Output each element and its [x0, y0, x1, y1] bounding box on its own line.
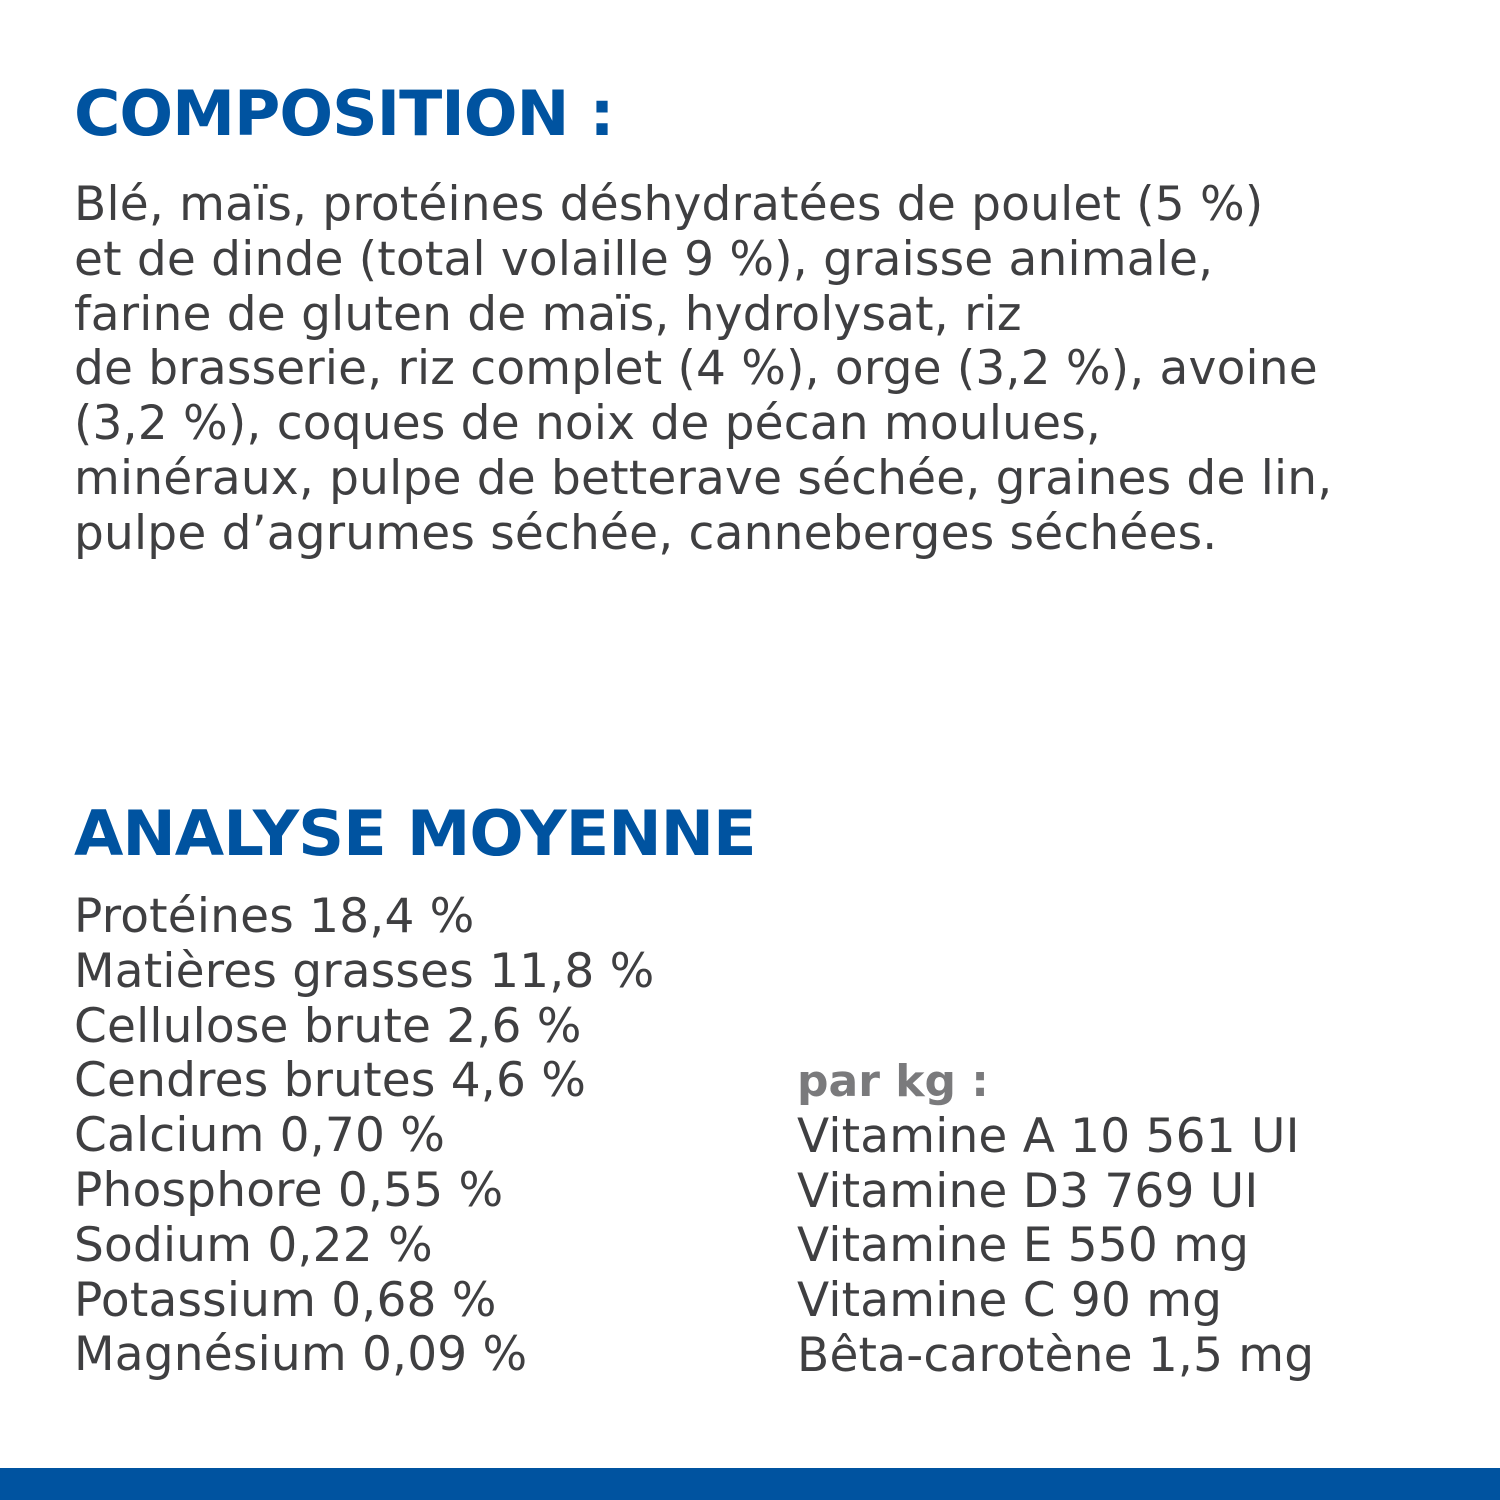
analysis-item-proteines: Protéines 18,4 %: [74, 889, 475, 944]
vitamins-list: [797, 1110, 1314, 1384]
vitamin-item-e: Vitamine E 550 mg: [797, 1218, 1250, 1274]
ingredients-line: pulpe d’agrumes séchée, canneberges séchées.: [74, 505, 1218, 561]
analysis-item-calcium: Calcium 0,70 %: [74, 1108, 446, 1164]
ingredients-line: farine de gluten de maïs, hydrolysat, riz: [74, 286, 1022, 342]
ingredients-line: minéraux, pulpe de betterave séchée, graines de lin,: [74, 450, 1333, 506]
ingredients-line: (3,2 %), coques de noix de pécan moulues,: [74, 396, 1102, 452]
vitamin-item-c: Vitamine C 90 mg: [797, 1273, 1223, 1329]
bottom-brand-bar: [0, 1468, 1500, 1500]
vitamins-title: par kg :: [797, 1056, 989, 1107]
ingredients-line: et de dinde (total volaille 9 %), graisse animale,: [74, 231, 1214, 287]
vitamins-block: [797, 1055, 1314, 1384]
ingredients-line: Blé, maïs, protéines déshydratées de poulet (5 %): [74, 177, 1264, 232]
vitamin-item-a: Vitamine A 10 561 UI: [797, 1108, 1300, 1164]
analysis-item-phosphore: Phosphore 0,55 %: [74, 1162, 504, 1218]
analysis-item-magnesium: Magnésium 0,09 %: [74, 1327, 528, 1383]
analysis-item-matieres-grasses: Matières grasses 11,8 %: [74, 943, 655, 999]
analysis-item-cendres: Cendres brutes 4,6 %: [74, 1053, 587, 1109]
composition-ingredients: [74, 178, 1464, 562]
ingredients-line: de brasserie, riz complet (4 %), orge (3,2 %), avoine: [74, 341, 1318, 397]
analysis-item-potassium: Potassium 0,68 %: [74, 1272, 497, 1328]
analysis-item-sodium: Sodium 0,22 %: [74, 1217, 433, 1273]
vitamin-item-d3: Vitamine D3 769 UI: [797, 1163, 1259, 1219]
vitamin-item-beta-carotene: Bêta-carotène 1,5 mg: [797, 1327, 1315, 1383]
composition-heading: COMPOSITION :: [74, 77, 614, 150]
analysis-item-cellulose: Cellulose brute 2,6 %: [74, 998, 582, 1054]
analysis-heading: ANALYSE MOYENNE: [74, 797, 756, 870]
analysis-list: [74, 890, 655, 1383]
